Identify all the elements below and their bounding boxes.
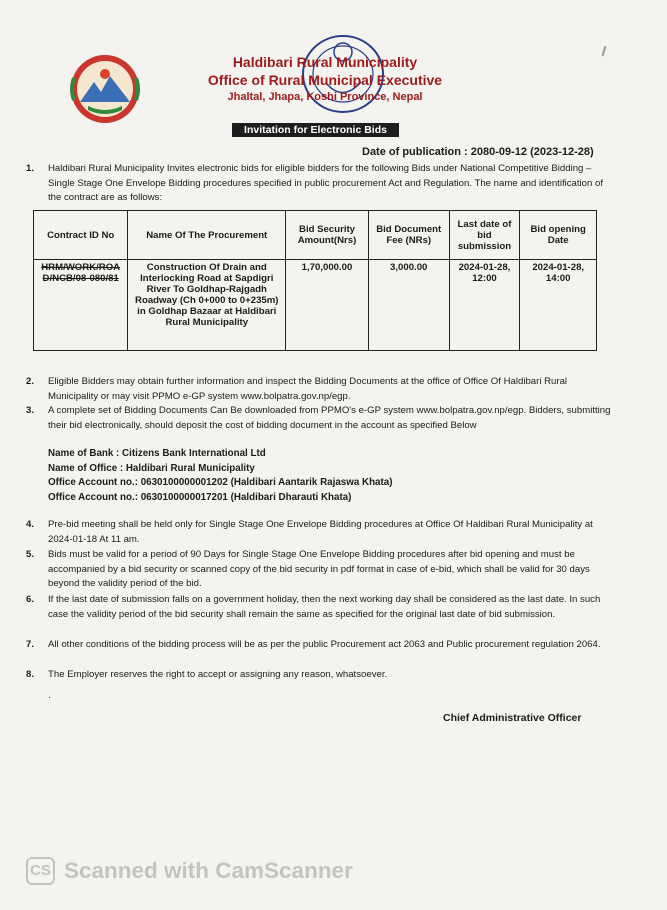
column-header: Bid Document Fee (NRs) xyxy=(368,211,449,260)
item-number: 6. xyxy=(26,594,35,605)
signatory-title: Chief Administrative Officer xyxy=(443,712,582,724)
item-text: The Employer reserves the right to accept or assigning any reason, whatsoever. xyxy=(48,669,388,680)
camscanner-icon: CS xyxy=(26,857,55,885)
item-number: 7. xyxy=(26,639,35,650)
bank-name: Name of Bank : Citizens Bank International Ltd xyxy=(48,448,266,459)
contract-id-cell xyxy=(34,260,128,351)
item-number: 3. xyxy=(26,405,35,416)
column-header: Bid Security Amount(Nrs) xyxy=(286,211,369,260)
item-number: 1. xyxy=(26,163,35,174)
table-header-row xyxy=(34,211,597,260)
item-text: Eligible Bidders may obtain further information and inspect the Bidding Documents at the office of Office Of Haldibari Rural Municipality or may visit PPMO e-GP system www.bolpatra.gov.np/egp. xyxy=(48,376,568,402)
item-text: Haldibari Rural Municipality Invites electronic bids for eligible bidders for the following Bids under National Competitive Bidding – Single Stage One Envelope Bidding procedures specified in public procurement Act and Regulation. The name and identification of the contract are as follows: xyxy=(48,163,604,203)
column-header: Last date of bid submission xyxy=(449,211,520,260)
item-number: 4. xyxy=(26,519,35,530)
column-header: Bid opening Date xyxy=(520,211,597,260)
item-number: 5. xyxy=(26,549,35,560)
bid-table xyxy=(33,210,597,351)
item-text: Bids must be valid for a period of 90 Days for Single Stage One Envelope Bidding procedures after bid opening and must be accompanied by a bid security or scanned copy of the bid security in pdf format in case of e-bid, which shall be valid for 30 days beyond the validity period of the bid. xyxy=(48,549,590,589)
account-line: Office Account no.: 0630100000017201 (Haldibari Dharauti Khata) xyxy=(48,491,352,503)
table-row xyxy=(34,260,597,351)
watermark-text: Scanned with CamScanner xyxy=(64,858,353,883)
scanner-watermark xyxy=(26,857,386,887)
item-text: A complete set of Bidding Documents Can Be downloaded from PPMO's e-GP system www.bolpatra.gov.np/egp. Bidders, submitting their bid electronically, should deposit the cost of bidding document in the account as specified Below xyxy=(48,405,611,431)
office-name: Office of Rural Municipal Executive xyxy=(207,72,443,88)
municipality-name: Haldibari Rural Municipality xyxy=(232,54,418,70)
bank-details xyxy=(48,447,392,505)
notice-title: Invitation for Electronic Bids xyxy=(232,123,399,137)
municipality-emblem-icon xyxy=(68,52,142,126)
procurement-cell: Construction Of Drain and Interlocking Road at Sapdigri River To Goldhap-Rajgadh Roadway (Ch 0+000 to 0+235m) in Goldhap Bazaar at Haldibari Rural Municipality xyxy=(128,260,286,351)
column-header: Contract ID No xyxy=(34,211,128,260)
item-number: 8. xyxy=(26,669,35,680)
publication-date: Date of publication : 2080-09-12 (2023-12-28) xyxy=(362,146,594,158)
doc-fee-cell: 3,000.00 xyxy=(368,260,449,351)
stray-mark xyxy=(602,46,607,56)
stray-mark: · xyxy=(48,692,52,703)
office-name-line: Name of Office : Haldibari Rural Municipality xyxy=(48,462,255,474)
last-date-cell: 2024-01-28, 12:00 xyxy=(449,260,520,351)
account-line: Office Account no.: 0630100000001202 (Haldibari Aantarik Rajaswa Khata) xyxy=(48,477,393,488)
item-number: 2. xyxy=(26,376,35,387)
bid-security-cell: 1,70,000.00 xyxy=(286,260,369,351)
contract-id: HRM/WORK/ROAD/NCB/08-080/81 xyxy=(41,262,121,284)
column-header: Name Of The Procurement xyxy=(128,211,286,260)
item-text: Pre-bid meeting shall be held only for Single Stage One Envelope Bidding procedures at Office Of Haldibari Rural Municipality at 2024-01-18 At 11 am. xyxy=(48,519,593,545)
item-text: If the last date of submission falls on a government holiday, then the next working day shall be considered as the last date. In such case the validity period of the bid security shall remain the same as specified for the original last date of bid submission. xyxy=(48,594,601,620)
office-address: Jhaltal, Jhapa, Koshi Province, Nepal xyxy=(227,91,423,103)
opening-date-cell: 2024-01-28, 14:00 xyxy=(520,260,597,351)
item-text: All other conditions of the bidding process will be as per the public Procurement act 2063 and Public procurement regulation 2064. xyxy=(48,639,601,650)
